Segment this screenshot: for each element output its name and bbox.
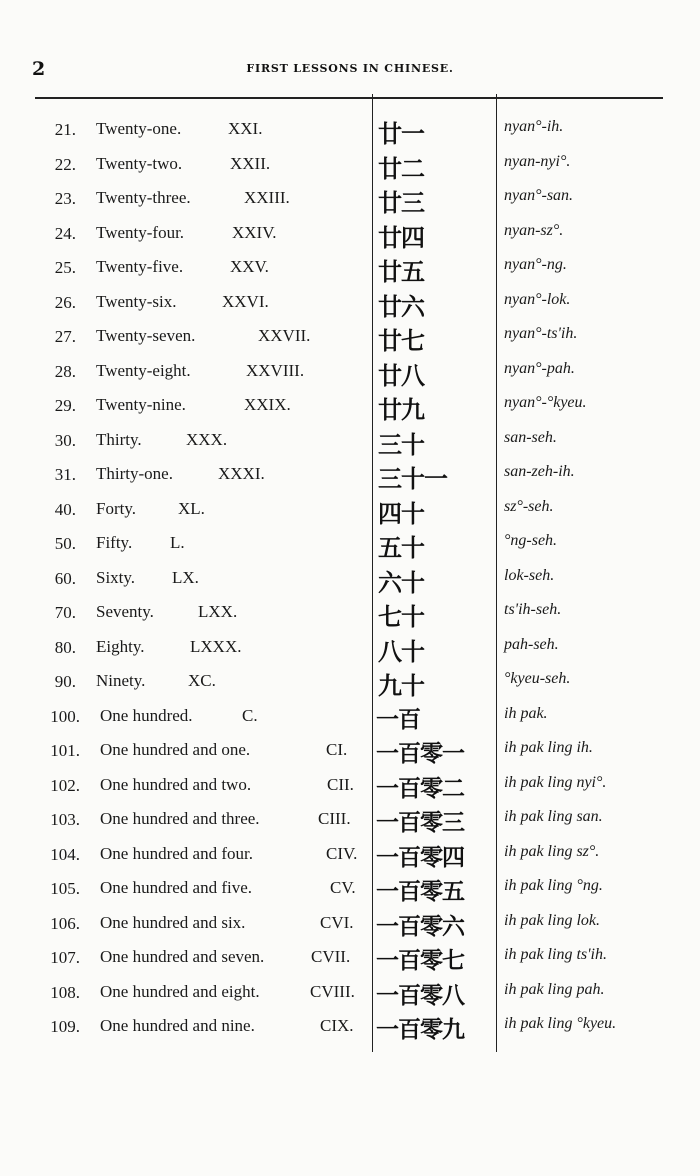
roman-numeral: XXII. [230,153,271,173]
table-row [0,837,700,872]
row-number: 70. [54,603,76,622]
romanization: ih pak ling pah. [504,980,605,998]
english-word: One hundred and one. [100,740,251,759]
romanization: san-zeh-ih. [504,463,575,480]
roman-numeral: CII. [327,774,354,794]
running-title: FIRST LESSONS IN CHINESE. [246,62,454,75]
romanization: nyan-sz°. [504,221,564,239]
row-number: 109. [50,1017,80,1036]
chinese-characters: 三十 [378,430,424,459]
chinese-characters: 一百零八 [376,982,464,1009]
roman-numeral: XXVI. [222,291,269,311]
header-rule [35,97,663,99]
chinese-characters: 六十 [378,568,424,597]
numeral-table [0,112,700,1044]
row-number: 104. [50,844,80,864]
chinese-characters: 一百零五 [376,879,464,905]
chinese-characters: 一百 [376,706,420,733]
romanization: ih pak ling lok. [504,911,600,929]
table-row [0,354,700,389]
english-word: One hundred and seven. [100,947,265,966]
english-word: Twenty-two. [96,153,183,173]
chinese-characters: 一百零七 [376,948,464,974]
row-number: 21. [54,120,76,139]
romanization: °ng-seh. [504,532,558,549]
english-word: Thirty-one. [96,464,173,483]
roman-numeral: LXX. [198,602,238,621]
row-number: 100. [50,706,80,726]
row-number: 107. [50,948,80,967]
roman-numeral: XXVII. [258,326,311,345]
romanization: nyan°-ih. [504,118,564,135]
romanization: ts'ih-seh. [504,601,562,618]
roman-numeral: CI. [326,740,348,759]
table-row [0,802,700,837]
row-number: 106. [50,913,80,933]
romanization: ih pak ling nyi°. [504,773,607,791]
row-number: 108. [50,982,80,1002]
roman-numeral: L. [170,533,185,552]
roman-numeral: XXIX. [244,395,291,414]
table-row [0,871,700,906]
table-row [0,492,700,527]
romanization: ih pak ling sz°. [504,842,600,860]
table-row [0,147,700,182]
romanization: nyan°-san. [504,187,574,204]
chinese-characters: 廿一 [378,120,424,148]
romanization: sz°-seh. [504,497,554,515]
row-number: 28. [54,361,76,381]
row-number: 50. [54,534,76,553]
english-word: Fifty. [96,533,133,552]
roman-numeral: CIV. [326,843,358,863]
chinese-characters: 一百零九 [376,1017,464,1043]
table-row [0,561,700,596]
roman-numeral: CVIII. [310,981,355,1001]
romanization: san-seh. [504,428,557,446]
row-number: 31. [54,465,76,484]
english-word: Sixty. [96,567,136,587]
chinese-characters: 九十 [378,672,424,700]
row-number: 103. [50,810,80,829]
table-row [0,768,700,803]
english-word: One hundred and eight. [100,981,260,1001]
english-word: One hundred and three. [100,809,260,828]
english-word: Thirty. [96,429,142,449]
table-row [0,906,700,941]
table-row [0,319,700,354]
page-number: 2 [32,58,46,80]
table-row [0,526,700,561]
romanization: nyan°-lok. [504,290,571,308]
table-row [0,388,700,423]
roman-numeral: CVII. [311,947,351,966]
table-row [0,1009,700,1044]
roman-numeral: XL. [178,498,205,518]
roman-numeral: XXVIII. [246,360,305,380]
roman-numeral: XXV. [230,257,269,276]
row-number: 24. [54,223,76,243]
table-row [0,975,700,1010]
chinese-characters: 三十一 [378,465,447,493]
roman-numeral: XC. [188,671,216,690]
table-row [0,595,700,630]
chinese-characters: 一百零二 [376,775,464,802]
table-row [0,250,700,285]
english-word: Seventy. [96,602,154,621]
chinese-characters: 一百零六 [376,913,464,940]
english-word: One hundred and four. [100,843,253,863]
row-number: 102. [50,775,80,795]
row-number: 60. [54,568,76,588]
chinese-characters: 一百零三 [376,810,464,836]
roman-numeral: XXXI. [218,464,265,483]
english-word: Twenty-five. [96,257,184,276]
table-row [0,285,700,320]
chinese-characters: 廿三 [378,189,424,217]
table-row [0,733,700,768]
roman-numeral: CIX. [320,1016,354,1035]
row-number: 105. [50,879,80,898]
english-word: Twenty-three. [96,188,191,207]
chinese-characters: 四十 [378,499,424,528]
chinese-characters: 五十 [378,534,424,562]
chinese-characters: 廿九 [378,396,424,424]
english-word: Twenty-four. [96,222,185,242]
row-number: 29. [54,396,76,415]
row-number: 25. [54,258,76,277]
romanization: lok-seh. [504,566,555,584]
romanization: nyan°-ng. [504,256,567,273]
table-row [0,457,700,492]
romanization: ih pak ling ih. [504,739,593,756]
row-number: 30. [54,430,76,450]
chinese-characters: 廿五 [378,258,424,286]
english-word: Eighty. [96,636,145,656]
table-row [0,699,700,734]
english-word: Ninety. [96,671,146,690]
romanization: nyan°-ts'ih. [504,325,578,342]
romanization: pah-seh. [504,635,559,653]
row-number: 26. [54,292,76,312]
english-word: Twenty-eight. [96,360,191,380]
roman-numeral: LX. [172,567,199,587]
chinese-characters: 七十 [378,603,424,631]
roman-numeral: XXIII. [244,188,290,207]
table-row [0,423,700,458]
roman-numeral: CVI. [320,912,354,932]
english-word: One hundred and five. [100,878,253,897]
chinese-characters: 廿二 [378,154,424,183]
table-row [0,940,700,975]
chinese-characters: 八十 [378,637,424,666]
row-number: 40. [54,499,76,519]
romanization: nyan-nyi°. [504,152,571,170]
chinese-characters: 廿七 [378,327,424,355]
row-number: 22. [54,154,76,174]
roman-numeral: LXXX. [190,636,242,656]
roman-numeral: XXIV. [232,222,277,242]
romanization: ih pak ling san. [504,808,603,825]
english-word: Twenty-seven. [96,326,196,345]
roman-numeral: CV. [330,878,356,897]
english-word: One hundred and six. [100,912,246,932]
romanization: ih pak ling °ng. [504,877,603,894]
chinese-characters: 廿六 [378,292,424,321]
romanization: nyan°-°kyeu. [504,394,587,411]
chinese-characters: 廿八 [378,361,424,390]
roman-numeral: C. [242,705,258,725]
chinese-characters: 一百零四 [376,844,464,871]
romanization: ih pak. [504,704,548,722]
row-number: 80. [54,637,76,657]
chinese-characters: 一百零一 [376,741,464,767]
roman-numeral: CIII. [318,809,351,828]
romanization: nyan°-pah. [504,359,575,377]
table-row [0,664,700,699]
english-word: Twenty-nine. [96,395,186,414]
row-number: 23. [54,189,76,208]
romanization: °kyeu-seh. [504,670,571,687]
table-row [0,216,700,251]
roman-numeral: XXI. [228,119,263,138]
table-row [0,112,700,147]
row-number: 90. [54,672,76,691]
table-row [0,181,700,216]
romanization: ih pak ling °kyeu. [504,1015,617,1032]
romanization: ih pak ling ts'ih. [504,946,607,963]
chinese-characters: 廿四 [378,223,424,252]
english-word: Forty. [96,498,136,518]
roman-numeral: XXX. [186,429,228,449]
row-number: 101. [50,741,80,760]
english-word: Twenty-one. [96,119,182,138]
english-word: One hundred and two. [100,774,252,794]
row-number: 27. [54,327,76,346]
table-row [0,630,700,665]
english-word: Twenty-six. [96,291,177,311]
english-word: One hundred. [100,705,193,725]
english-word: One hundred and nine. [100,1016,255,1035]
